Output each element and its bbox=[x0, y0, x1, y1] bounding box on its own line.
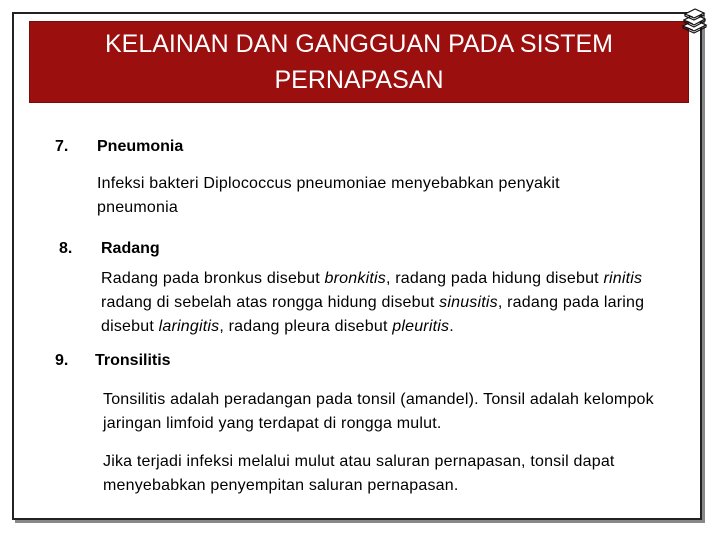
radang-text-2: , radang pada hidung disebut bbox=[385, 270, 604, 287]
pneumonia-paragraph: Infeksi bakteri Diplococcus pneumoniae menyebabkan penyakit pneumonia bbox=[97, 175, 560, 216]
radang-paragraph bbox=[101, 267, 681, 339]
books-stack-icon bbox=[680, 6, 708, 34]
radang-text-6: , radang pada laring disebut bbox=[101, 294, 645, 335]
radang-text-0: Radang pada bronkus disebut bbox=[101, 270, 325, 287]
item-number-9: 9. bbox=[55, 352, 69, 369]
slide-title: KELAINAN DAN GANGGUAN PADA SISTEM PERNAPASAN bbox=[105, 30, 613, 94]
term-pleuritis: pleuritis bbox=[392, 318, 450, 335]
radang-text-10: . bbox=[449, 318, 454, 335]
item-text-radang bbox=[101, 267, 681, 339]
tonsilitis-paragraph-1: Tonsilitis adalah peradangan pada tonsil (amandel). Tonsil adalah kelompok jaringan limfoid yang terdapat di rongga mulut. bbox=[103, 391, 654, 432]
radang-text-8: , radang pleura disebut bbox=[219, 318, 393, 335]
title-banner bbox=[30, 22, 688, 102]
term-sinusitis: sinusitis bbox=[439, 294, 498, 311]
item-text-tonsilitis bbox=[103, 388, 663, 436]
radang-text-4: radang di sebelah atas rongga hidung disebut bbox=[101, 294, 440, 311]
tonsilitis-paragraph-2: Jika terjadi infeksi melalui mulut atau saluran pernapasan, tonsil dapat menyebabkan penyempitan saluran pernapasan. bbox=[103, 453, 615, 494]
term-rinitis: rinitis bbox=[603, 270, 643, 287]
item-heading-tronsilitis: Tronsilitis bbox=[95, 352, 171, 369]
item-text-tonsilitis-2 bbox=[103, 450, 663, 498]
item-number-8: 8. bbox=[59, 240, 73, 257]
item-heading-pneumonia: Pneumonia bbox=[97, 138, 184, 155]
item-text-pneumonia bbox=[97, 172, 637, 220]
term-bronkitis: bronkitis bbox=[324, 270, 386, 287]
term-laringitis: laringitis bbox=[158, 318, 220, 335]
item-heading-radang: Radang bbox=[101, 240, 160, 257]
item-number-7: 7. bbox=[55, 138, 69, 155]
